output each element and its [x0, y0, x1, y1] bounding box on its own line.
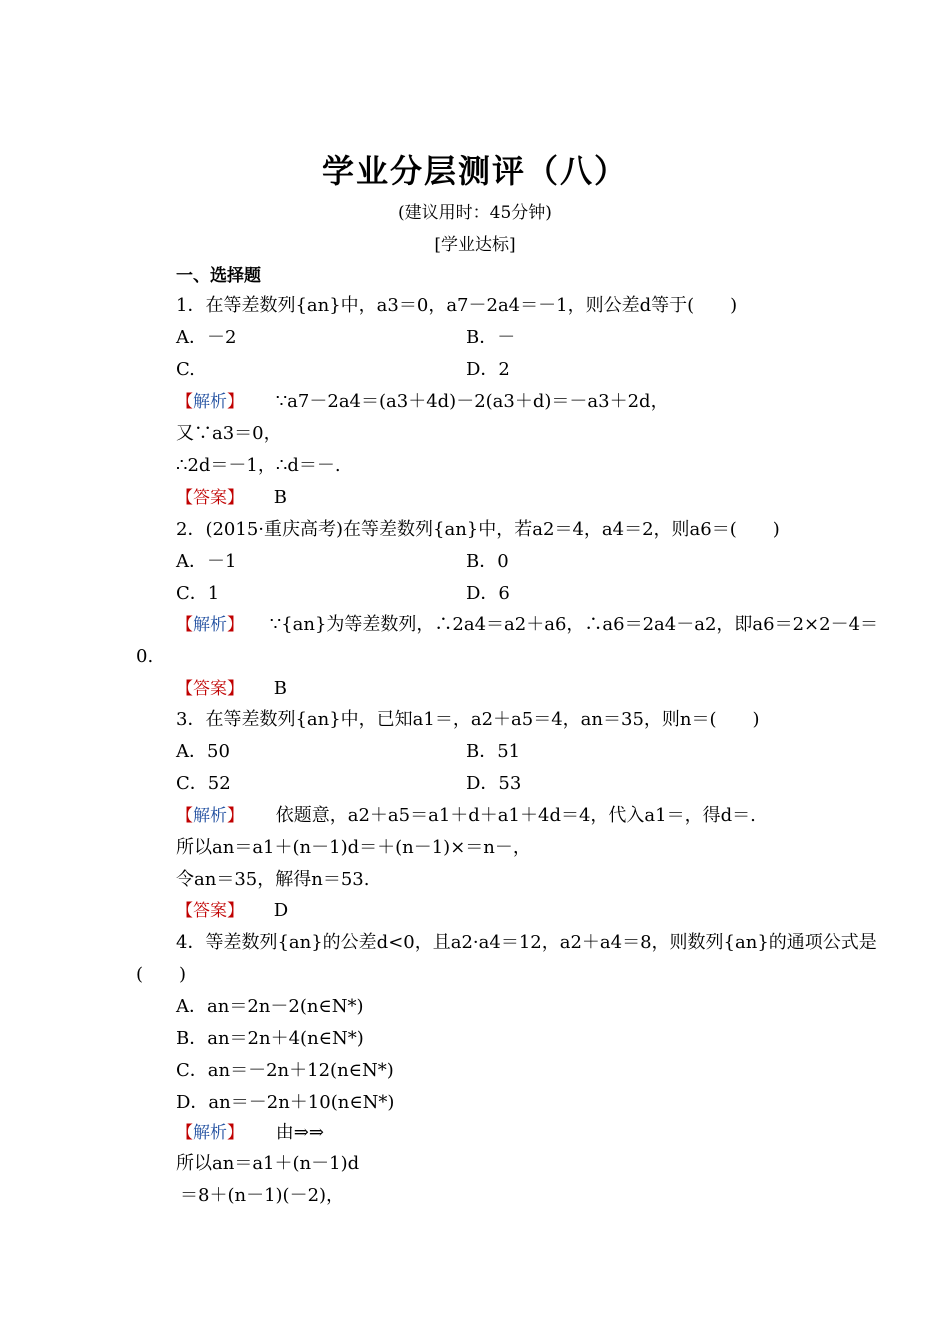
- analysis-tag: 【解析】: [176, 806, 244, 826]
- question-4-stem: 4．等差数列{an}的公差d<0，且a2·a4＝12，a2＋a4＝8，则数列{an}的通项公式是: [176, 932, 877, 953]
- q2-analysis-line-2: 0.: [136, 646, 154, 667]
- answer-tag: 【答案】: [176, 488, 244, 508]
- question-1-stem: 1．在等差数列{an}中，a3＝0，a7－2a4＝－1，则公差d等于( ): [176, 295, 738, 316]
- question-3-stem: 3．在等差数列{an}中，已知a1＝，a2＋a5＝4，an＝35，则n＝( ): [176, 709, 760, 730]
- q2-answer: B: [273, 678, 287, 699]
- q1-option-b: B．－: [466, 327, 516, 348]
- q2-option-a: A．－1: [176, 551, 237, 572]
- q3-analysis-line-3: 令an＝35，解得n＝53.: [176, 869, 370, 890]
- answer-tag: 【答案】: [176, 901, 244, 921]
- q2-option-c: C．1: [176, 583, 220, 604]
- question-4-stem-cont: ( ): [136, 964, 187, 985]
- q4-option-d: D．an＝－2n＋10(n∈N*): [176, 1092, 395, 1113]
- q3-option-c: C．52: [176, 773, 231, 794]
- q3-analysis-row: [176, 805, 756, 827]
- section-title: 一、选择题: [176, 266, 261, 286]
- q4-analysis-row: [176, 1122, 324, 1144]
- q3-option-d: D．53: [466, 773, 522, 794]
- q3-answer-row: [176, 900, 288, 922]
- q1-analysis-line-3: ∴2d＝－1，∴d＝－.: [176, 455, 341, 476]
- q4-option-b: B．an＝2n＋4(n∈N*): [176, 1028, 364, 1049]
- q3-option-a: A．50: [176, 741, 230, 762]
- q3-option-b: B．51: [466, 741, 521, 762]
- question-2-stem: 2．(2015·重庆高考)在等差数列{an}中，若a2＝4，a4＝2，则a6＝( ): [176, 519, 780, 540]
- q4-option-c: C．an＝－2n＋12(n∈N*): [176, 1060, 394, 1081]
- q2-option-d: D．6: [466, 583, 510, 604]
- q1-analysis-line-2: 又∵a3＝0，: [176, 423, 282, 444]
- q1-analysis-line-1: ∵a7－2a4＝(a3＋4d)－2(a3＋d)＝－a3＋2d，: [275, 391, 669, 412]
- level-label: [学业达标]: [434, 235, 516, 255]
- q2-analysis-row: [176, 614, 878, 636]
- analysis-tag: 【解析】: [176, 615, 244, 635]
- q2-option-b: B．0: [466, 551, 509, 572]
- q4-analysis-line-1: 由⇒⇒: [275, 1122, 324, 1143]
- time-note: (建议用时：45分钟): [398, 203, 552, 223]
- q1-analysis-row: [176, 391, 669, 413]
- q1-option-c: C.: [176, 359, 195, 380]
- q1-answer: B: [273, 487, 287, 508]
- q4-analysis-line-2: 所以an＝a1＋(n－1)d: [176, 1153, 360, 1174]
- q4-option-a: A．an＝2n－2(n∈N*): [176, 996, 364, 1017]
- q1-option-d: D．2: [466, 359, 510, 380]
- q3-answer: D: [273, 900, 289, 921]
- page-title: 学业分层测评（八）: [321, 152, 628, 190]
- answer-tag: 【答案】: [176, 679, 244, 699]
- q4-analysis-line-3: ＝8＋(n－1)(－2)，: [180, 1185, 345, 1206]
- analysis-tag: 【解析】: [176, 1123, 244, 1143]
- q1-option-a: A．－2: [176, 327, 237, 348]
- q2-analysis-line-1: ∵{an}为等差数列，∴2a4＝a2＋a6，∴a6＝2a4－a2，即a6＝2×2－4＝: [269, 614, 879, 635]
- q3-analysis-line-1: 依题意，a2＋a5＝a1＋d＋a1＋4d＝4，代入a1＝，得d＝.: [275, 805, 756, 826]
- q3-analysis-line-2: 所以an＝a1＋(n－1)d＝＋(n－1)×＝n－，: [176, 837, 531, 858]
- analysis-tag: 【解析】: [176, 392, 244, 412]
- q2-answer-row: [176, 678, 287, 700]
- q1-answer-row: [176, 487, 287, 509]
